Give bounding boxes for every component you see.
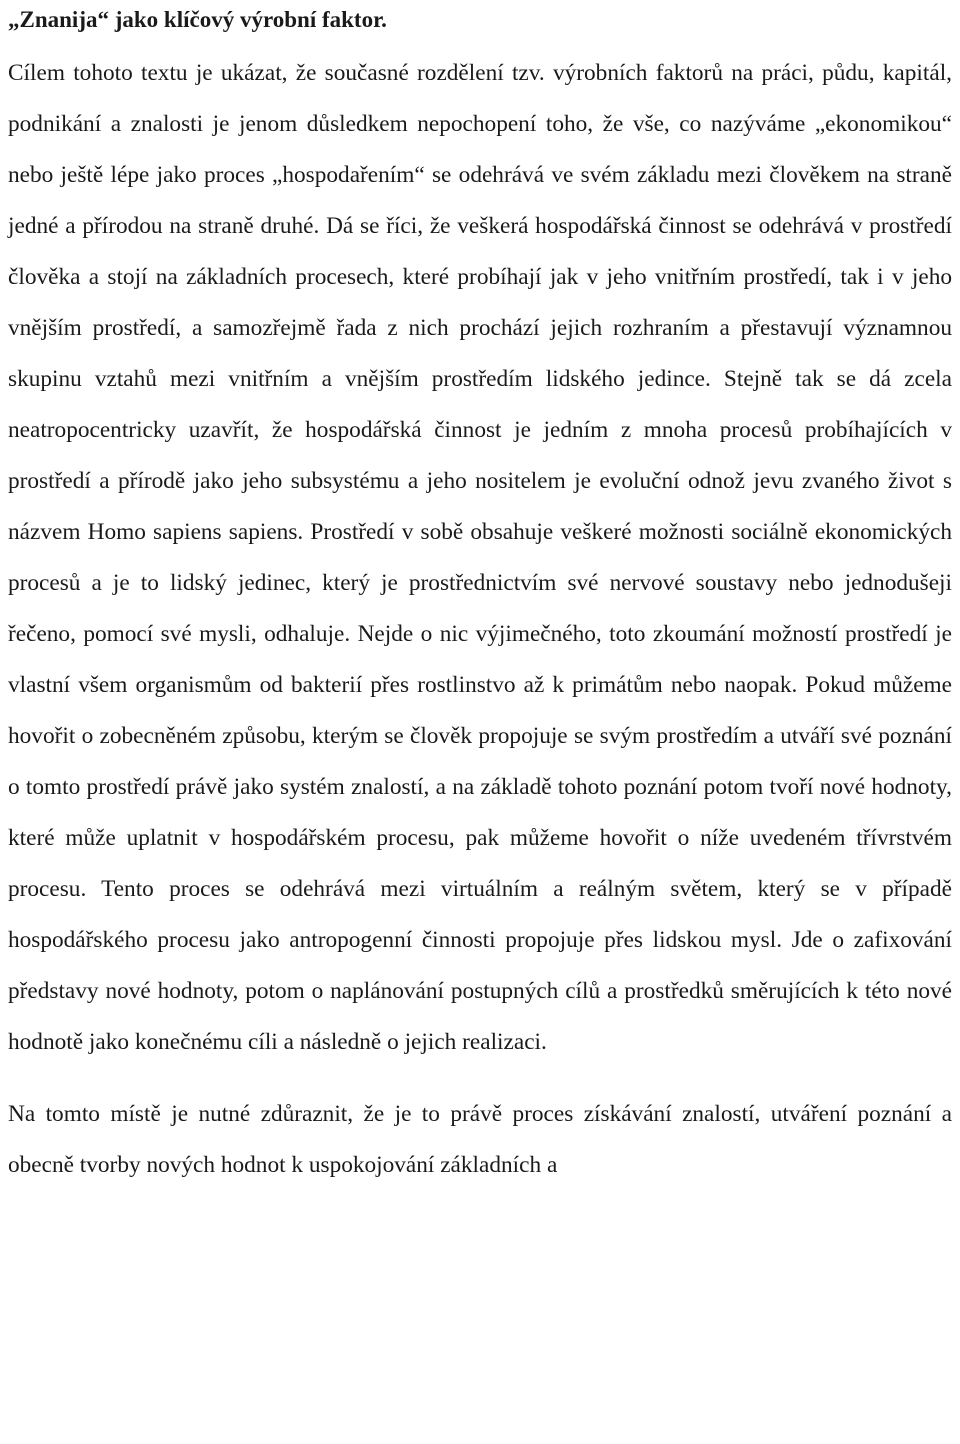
document-title: „Znanija“ jako klíčový výrobní faktor. bbox=[8, 7, 387, 32]
paragraph-emphasis: Na tomto místě je nutné zdůraznit, že je to právě proces získávání znalostí, utváření poznání a obecně tvorby nových hodnot k uspokojování základních a bbox=[8, 1101, 952, 1178]
paragraph-intro: Cílem tohoto textu je ukázat, že současné rozdělení tzv. výrobních faktorů na práci, půdu, kapitál, podnikání a znalosti je jenom důsledkem nepochopení toho, že vše, co nazýváme „ekonomikou“ nebo ještě lépe jako proces „hospodařením“ se odehrává ve svém základu mezi člověkem na straně jedné a přírodou na straně druhé. Dá se říci, že veškerá hospodářská činnost se odehrává v prostředí člověka a stojí na základních procesech, které probíhají jak v jeho vnitřním prostředí, tak i v jeho vnějším prostředí, a samozřejmě řada z nich prochází jejich rozhraním a přestavují významnou skupinu vztahů mezi vnitřním a vnějším prostředím lidského jedince. Stejně tak se dá zcela neatropocentricky uzavřít, že hospodářská činnost je jedním z mnoha procesů probíhajících v prostředí a přírodě jako jeho subsystému a jeho nositelem je evoluční odnož jevu zvaného život s názvem Homo sapiens sapiens. Prostředí v sobě obsahuje veškeré možnosti sociálně ekonomických procesů a je to lidský jedinec, který je prostřednictvím své nervové soustavy nebo jednodušeji řečeno, pomocí své mysli, odhaluje. Nejde o nic výjimečného, toto zkoumání možností prostředí je vlastní všem organismům od bakterií přes rostlinstvo až k primátům nebo naopak. Pokud můžeme hovořit o zobecněném způsobu, kterým se člověk propojuje se svým prostředím a utváří své poznání o tomto prostředí právě jako systém znalostí, a na základě tohoto poznání potom tvoří nové hodnoty, které může uplatnit v hospodářském procesu, pak můžeme hovořit o níže uvedeném třívrstvém procesu. Tento proces se odehrává mezi virtuálním a reálným světem, který se v případě hospodářského procesu jako antropogenní činnosti propojuje přes lidskou mysl. Jde o zafixování představy nové hodnoty, potom o naplánování postupných cílů a prostředků směrujících k této nové hodnotě jako konečnému cíli a následně o jejich realizaci. bbox=[8, 60, 952, 1055]
